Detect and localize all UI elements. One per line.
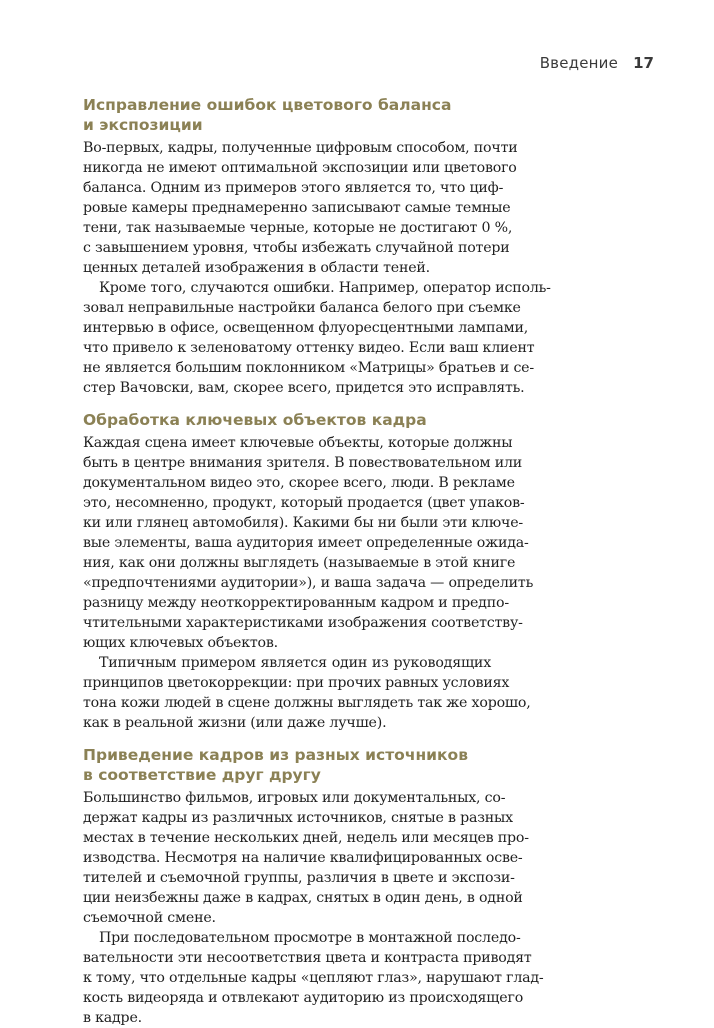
running-header-section: Введение: [539, 54, 619, 72]
text-line: ценных деталей изображения в области теней.: [83, 260, 430, 276]
paragraph: [83, 928, 544, 1028]
text-line: При последовательном просмотре в монтажной последо-: [99, 930, 521, 946]
text-line: с завышением уровня, чтобы избежать случайной потери: [83, 240, 510, 256]
text-line: съемочной смене.: [83, 910, 216, 926]
text-line: это, несомненно, продукт, который продается (цвет упаков-: [83, 495, 525, 511]
text-line: вые элементы, ваша аудитория имеет определенные ожида-: [83, 535, 529, 551]
text-line: Каждая сцена имеет ключевые объекты, которые должны: [83, 435, 513, 451]
heading-line: в соответствие друг другу: [83, 766, 321, 784]
section-heading: [83, 745, 491, 785]
text-line: стер Вачовски, вам, скорее всего, придется это исправлять.: [83, 380, 525, 396]
text-line: интервью в офисе, освещенном флуоресцентными лампами,: [83, 320, 529, 336]
text-line: ции неизбежны даже в кадрах, снятых в один день, в одной: [83, 890, 523, 906]
running-header: [540, 53, 654, 72]
text-line: местах в течение нескольких дней, недель или месяцев про-: [83, 830, 529, 846]
text-line: ровые камеры преднамеренно записывают самые темные: [83, 200, 511, 216]
text-line: тени, так называемые черные, которые не достигают 0 %,: [83, 220, 513, 236]
text-line: Большинство фильмов, игровых или документальных, со-: [83, 790, 506, 806]
page-body: [83, 95, 551, 1028]
paragraph: [83, 788, 529, 928]
paragraph: [83, 433, 534, 653]
text-line: кость видеоряда и отвлекают аудиторию из происходящего: [83, 990, 524, 1006]
paragraph: [83, 278, 551, 398]
text-line: баланса. Одним из примеров этого является то, что циф-: [83, 180, 504, 196]
text-line: Типичным примером является один из руководящих: [99, 655, 491, 671]
text-line: ки или глянец автомобиля). Какими бы ни были эти ключе-: [83, 515, 523, 531]
text-line: тона кожи людей в сцене должны выглядеть так же хорошо,: [83, 695, 531, 711]
text-line: в кадре.: [83, 1010, 142, 1026]
text-line: изводства. Несмотря на наличие квалифицированных осве-: [83, 850, 523, 866]
text-line: документальном видео это, скорее всего, люди. В рекламе: [83, 475, 515, 491]
text-line: держат кадры из различных источников, снятые в разных: [83, 810, 513, 826]
section-heading: [83, 95, 491, 135]
heading-line: Обработка ключевых объектов кадра: [83, 411, 427, 429]
text-line: не является большим поклонником «Матрицы» братьев и се-: [83, 360, 534, 376]
heading-line: Приведение кадров из разных источников: [83, 746, 469, 764]
heading-line: Исправление ошибок цветового баланса: [83, 96, 452, 114]
text-line: «предпочтениями аудитории»), и ваша задача — определить: [83, 575, 534, 591]
text-line: ющих ключевых объектов.: [83, 635, 278, 651]
text-line: что привело к зеленоватому оттенку видео. Если ваш клиент: [83, 340, 535, 356]
paragraph: [83, 138, 518, 278]
text-line: принципов цветокоррекции: при прочих равных условиях: [83, 675, 510, 691]
text-line: чтительными характеристиками изображения соответству-: [83, 615, 523, 631]
text-line: Во-первых, кадры, полученные цифровым способом, почти: [83, 140, 518, 156]
section-heading: [83, 410, 491, 430]
heading-line: и экспозиции: [83, 116, 203, 134]
text-line: зовал неправильные настройки баланса белого при съемке: [83, 300, 521, 316]
text-line: к тому, что отдельные кадры «цепляют глаз», нарушают глад-: [83, 970, 544, 986]
text-line: никогда не имеют оптимальной экспозиции или цветового: [83, 160, 517, 176]
text-line: ния, как они должны выглядеть (называемые в этой книге: [83, 555, 516, 571]
text-line: быть в центре внимания зрителя. В повествовательном или: [83, 455, 523, 471]
text-line: вательности эти несоответствия цвета и контраста приводят: [83, 950, 532, 966]
text-line: как в реальной жизни (или даже лучше).: [83, 715, 387, 731]
text-line: Кроме того, случаются ошибки. Например, оператор исполь-: [99, 280, 551, 296]
text-line: разницу между неоткорректированным кадром и предпо-: [83, 595, 509, 611]
paragraph: [83, 653, 531, 733]
text-line: тителей и съемочной группы, различия в цвете и экспози-: [83, 870, 515, 886]
page-number: 17: [633, 54, 654, 72]
